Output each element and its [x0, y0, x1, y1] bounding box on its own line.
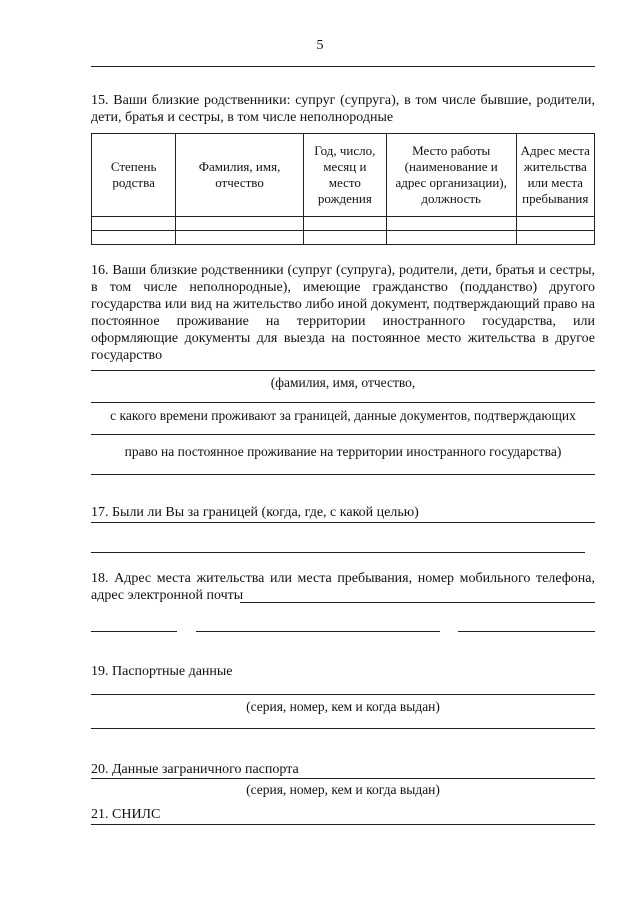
q16-answer-line-3[interactable]	[91, 434, 595, 435]
q17-answer-line-1[interactable]	[91, 522, 595, 523]
q19-caption: (серия, номер, кем и когда выдан)	[246, 699, 440, 714]
col-header-relation: Степень родства	[92, 134, 176, 217]
q18-answer-line-2a[interactable]	[91, 631, 177, 632]
col-header-address: Адрес места жительства или места пребывания	[516, 134, 594, 217]
q18-answer-line-1[interactable]	[240, 602, 595, 603]
table-row	[92, 217, 595, 231]
q16-caption-since: с какого времени проживают за границей, данные документов, подтверждающих	[110, 408, 576, 423]
q19-answer-line-1[interactable]	[91, 694, 595, 695]
table-cell[interactable]	[386, 217, 516, 231]
table-cell[interactable]	[516, 217, 594, 231]
table-cell[interactable]	[303, 217, 386, 231]
q15-text: 15. Ваши близкие родственники: супруг (супруга), в том числе бывшие, родители, дети, братья и сестры, в том числе неполнородные	[91, 93, 595, 125]
col-header-name: Фамилия, имя, отчество	[176, 134, 304, 217]
table-cell[interactable]	[386, 231, 516, 245]
table-cell[interactable]	[516, 231, 594, 245]
q20-answer-line[interactable]	[91, 778, 595, 779]
table-row	[92, 231, 595, 245]
q16-answer-line-4[interactable]	[91, 474, 595, 475]
page-number: 5	[316, 38, 324, 53]
q18-text: 18. Адрес места жительства или места пребывания, номер мобильного телефона, адрес электронной почты	[91, 571, 595, 603]
table-cell[interactable]	[176, 217, 304, 231]
q16-caption-name: (фамилия, имя, отчество,	[270, 375, 416, 390]
table-cell[interactable]	[92, 231, 176, 245]
q16-caption-right: право на постоянное проживание на территории иностранного государства)	[124, 444, 562, 459]
q16-answer-line-2[interactable]	[91, 402, 595, 403]
q17-text: 17. Были ли Вы за границей (когда, где, с какой целью)	[91, 505, 419, 520]
q20-label: 20. Данные заграничного паспорта	[91, 762, 299, 777]
q16-answer-line-1[interactable]	[91, 370, 595, 371]
table-cell[interactable]	[303, 231, 386, 245]
q20-caption: (серия, номер, кем и когда выдан)	[246, 782, 440, 797]
relatives-table	[91, 133, 595, 245]
table-cell[interactable]	[176, 231, 304, 245]
table-cell[interactable]	[92, 217, 176, 231]
q21-answer-line[interactable]	[91, 824, 595, 825]
q19-label: 19. Паспортные данные	[91, 664, 233, 679]
header-rule	[91, 66, 595, 67]
q17-answer-line-2[interactable]	[91, 552, 585, 553]
table-header-row	[92, 134, 595, 217]
col-header-workplace: Место работы (наименование и адрес организации), должность	[386, 134, 516, 217]
q16-text: 16. Ваши близкие родственники (супруг (супруга), родители, дети, братья и сестры, в том числе неполнородные), имеющие гражданство (подданство) другого государства или вид на жительство либо иной документ, подтверждающий право на постоянное проживание на территории иностранного государства, или оформляющие документы для выезда на постоянное место жительства в другое государство	[91, 263, 595, 363]
q18-answer-line-2b[interactable]	[196, 631, 440, 632]
q19-answer-line-2[interactable]	[91, 728, 595, 729]
col-header-birth: Год, число, месяц и место рождения	[303, 134, 386, 217]
q21-label: 21. СНИЛС	[91, 807, 161, 822]
q18-answer-line-2c[interactable]	[458, 631, 595, 632]
